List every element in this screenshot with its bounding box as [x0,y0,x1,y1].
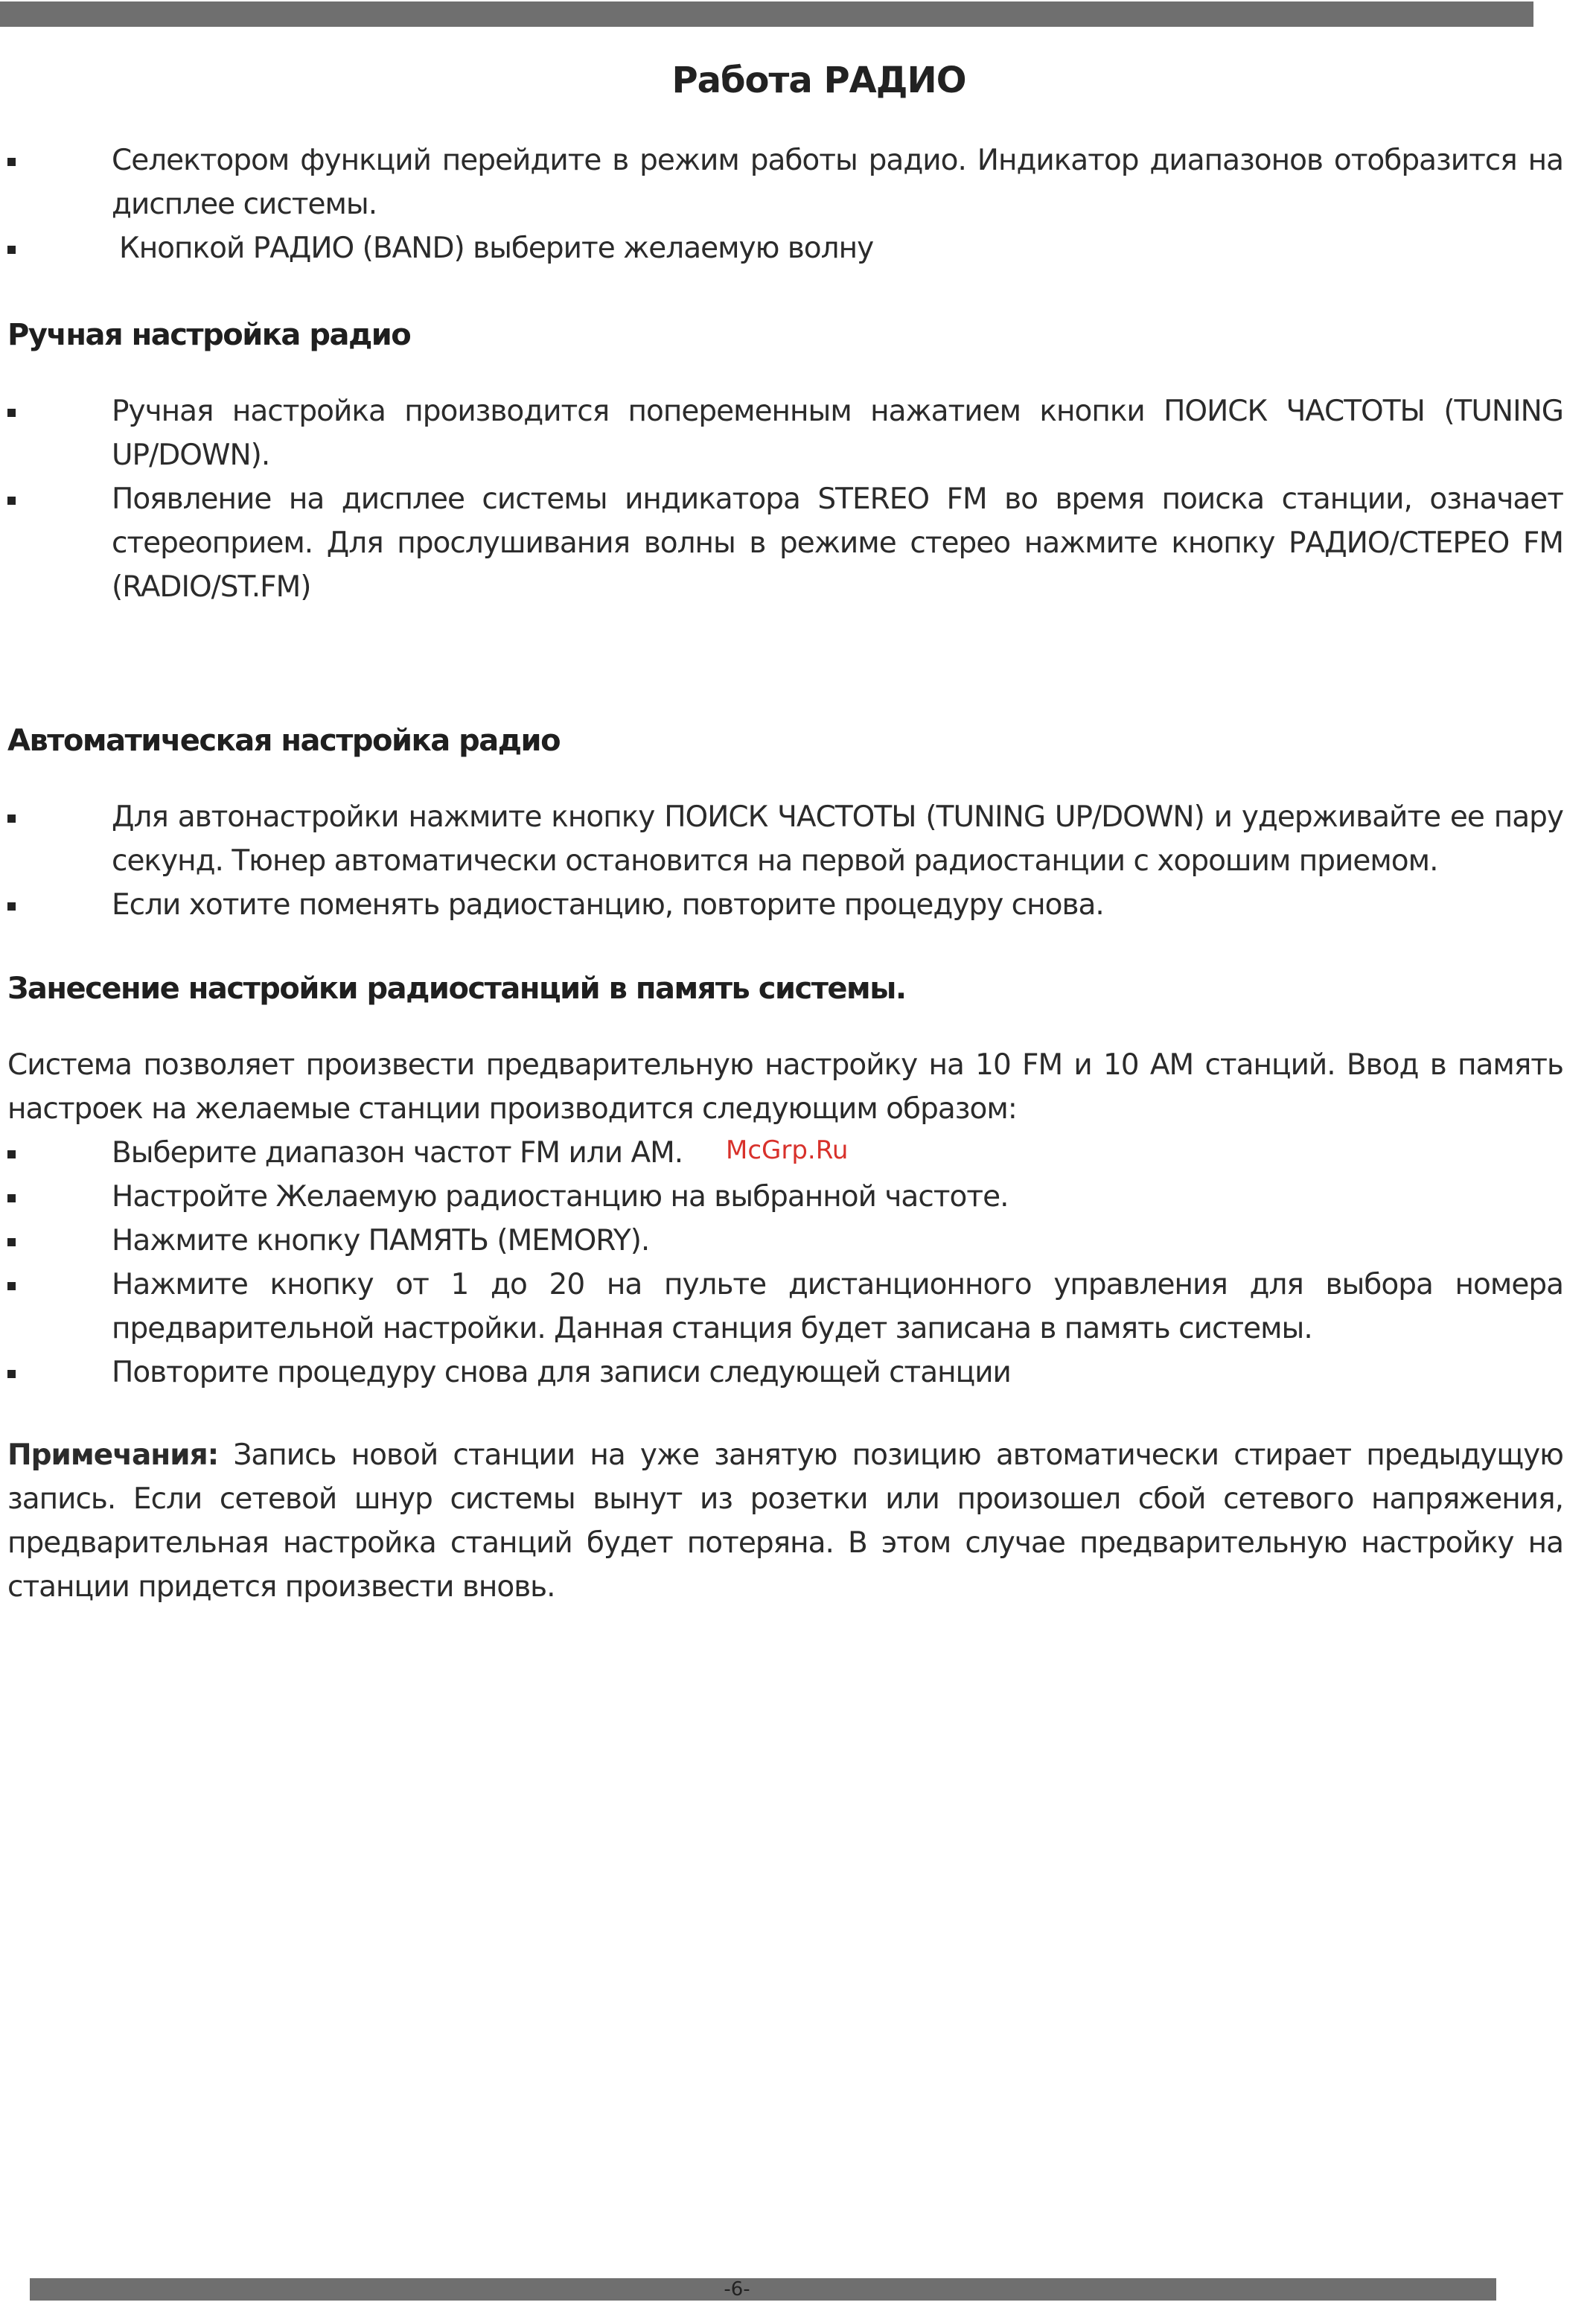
section-heading-auto: Автоматическая настройка радио [7,724,561,758]
list-item: Появление на дисплее системы индикатора STEREO FM во время поиска станции, означает стереоприем. Для прослушивания волны в режиме стерео нажмите кнопку РАДИО/СТЕРЕО FM (RADIO/ST.FM) [0,477,1563,609]
bottom-rule [30,2278,1496,2301]
list-item: Настройте Желаемую радиостанцию на выбранной частоте. [0,1175,1563,1219]
list-item: Если хотите поменять радиостанцию, повторите процедуру снова. [0,883,1563,927]
auto-list [0,795,1563,927]
document-body [0,60,1563,1609]
note-text: Запись новой станции на уже занятую позицию автоматически стирает предыдущую запись. Если сетевой шнур системы вынут из розетки или произошел сбой сетевого напряжения, предварительная настройка станций будет потеряна. В этом случае предварительную настройку на станции придется произвести вновь. [7,1438,1563,1604]
list-item: Кнопкой РАДИО (BAND) выберите желаемую волну [0,226,1563,270]
list-item: Для автонастройки нажмите кнопку ПОИСК ЧАСТОТЫ (TUNING UP/DOWN) и удерживайте ее пару секунд. Тюнер автоматически остановится на первой радиостанции с хорошим приемом. [0,795,1563,883]
list-item: Селектором функций перейдите в режим работы радио. Индикатор диапазонов отобразится на дисплее системы. [0,138,1563,226]
section-heading-memory: Занесение настройки радиостанций в память системы. [7,972,906,1006]
list-item: Нажмите кнопку ПАМЯТЬ (MEMORY). [0,1219,1563,1263]
list-item: Выберите диапазон частот FM или AM. [0,1131,1563,1175]
note-paragraph [0,1433,1563,1609]
manual-list [0,389,1563,609]
list-item: Повторите процедуру снова для записи следующей станции [0,1351,1563,1394]
list-item: Нажмите кнопку от 1 до 20 на пульте дистанционного управления для выбора номера предварительной настройки. Данная станция будет записана в память системы. [0,1263,1563,1351]
note-label: Примечания: [7,1438,219,1472]
top-rule [0,1,1533,27]
section-heading-manual: Ручная настройка радио [7,318,411,352]
page-title: Работа РАДИО [671,60,966,101]
memory-intro: Система позволяет произвести предварительную настройку на 10 FM и 10 AM станций. Ввод в память настроек на желаемые станции производится следующим образом: [7,1048,1563,1126]
watermark: McGrp.Ru [726,1135,849,1165]
list-item: Ручная настройка производится попеременным нажатием кнопки ПОИСК ЧАСТОТЫ (TUNING UP/DOWN). [0,389,1563,477]
page-number: -6- [724,2278,750,2301]
intro-list [0,138,1563,270]
memory-steps-list [0,1131,1563,1394]
